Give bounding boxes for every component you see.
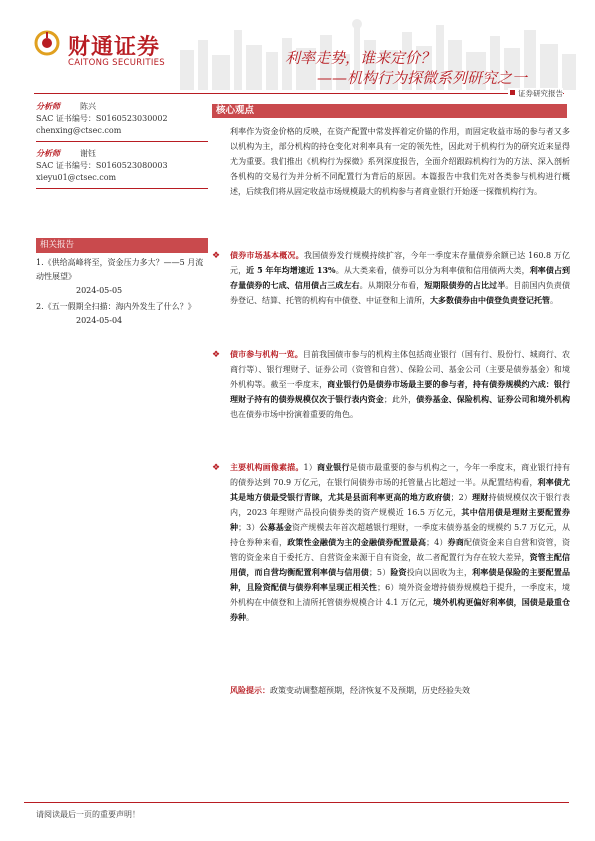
- text: ；2）: [450, 493, 473, 502]
- text: ；此外，: [383, 395, 417, 404]
- related-report-item[interactable]: [36, 256, 210, 298]
- analyst-name: 谢钰: [80, 149, 96, 158]
- text: 。: [550, 296, 558, 305]
- related-report-item[interactable]: [36, 300, 210, 328]
- header-divider: [34, 93, 564, 94]
- section-participants: [212, 347, 571, 422]
- cert-number: S0160523080003: [95, 161, 168, 170]
- emphasis: 大多数债券由中债登负责登记托管: [430, 295, 550, 305]
- report-type-tag: [508, 88, 563, 99]
- report-title-line1: 利率走势，谁来定价？: [285, 49, 436, 67]
- analyst-label: 分析师: [36, 101, 60, 111]
- analyst-card: [36, 100, 206, 137]
- related-report-text: 1.《供给高峰将至，资金压力多大？——5 月流动性展望》: [36, 258, 204, 281]
- emphasis: 理财: [472, 492, 489, 502]
- section-heading: 债市参与机构一览。: [230, 349, 303, 359]
- related-reports-list: [36, 256, 210, 330]
- diamond-bullet-icon: ❖: [212, 350, 221, 360]
- text: 是债市最重要的参与机构之一，今年一季度末，商业银行持有的债券达到 70.9 万亿元，在银行间债券市场的托管量占比超过一半。从配置结构看，: [230, 463, 571, 487]
- cert-number: S0160523030002: [95, 114, 168, 123]
- analyst-divider: [36, 141, 208, 142]
- emphasis: 券商: [447, 537, 464, 547]
- text: 也在债券市场中扮演着重要的角色。: [230, 410, 358, 419]
- risk-warning: [230, 683, 470, 698]
- section-institution-profiles: [212, 460, 571, 625]
- text: 。从大类来看，债券可以分为利率债和信用债两大类，: [335, 266, 530, 275]
- section-market-overview: [212, 248, 571, 308]
- diamond-bullet-icon: ❖: [212, 251, 221, 261]
- report-type-label: 证券研究报告: [518, 89, 563, 98]
- logo-mark-icon: [34, 30, 60, 56]
- emphasis: 利率债尤其是地方债最受银行青睐，尤其是县面利率更高的地方政府债: [230, 477, 570, 502]
- emphasis: 近 5 年年均增速近 13%: [246, 265, 336, 275]
- text: ；6）境外资金增持债券规模趋于提升，一季度末，境外机构在中债登和上清所托管债券规模合计 4.1 万亿元，: [230, 583, 570, 607]
- emphasis: 境外机构更偏好利率债，国债是最重仓券种: [230, 597, 570, 622]
- risk-heading: 风险提示：: [230, 685, 270, 695]
- report-title-line2: ——机构行为探微系列研究之一: [317, 69, 528, 87]
- related-report-date: 2024-05-04: [76, 316, 123, 325]
- footer-divider: [24, 802, 569, 803]
- text: ；3）: [238, 523, 260, 532]
- intro-paragraph: 利率作为资金价格的反映，在资产配置中常发挥着定价锚的作用，而固定收益市场的参与者又多以机构为主，部分机构的持仓变化对利率具有一定的领先性，因此对于机构行为的研究近来显得尤为重要。我们推出《机构行为探微》系列深度报告，全面介绍跟踪机构行为的方法、深入剖析各机构的交易行为并分析不同配置行为背后的原因。本篇报告中我们先对各类参与机构进行概述，后续我们将从固定收益市场规模最大的机构参与者商业银行开始逐一探微机构行为。: [230, 127, 570, 196]
- company-logo: [24, 26, 184, 76]
- emphasis: 公募基金: [259, 522, 293, 532]
- emphasis: 利率债是保险的主要配置品种，且险资配债与债券利率呈现正相关性: [230, 567, 571, 592]
- cert-label: SAC 证书编号：: [36, 161, 96, 170]
- text: 。: [246, 613, 254, 622]
- emphasis: 短期限债券的占比过半: [424, 280, 506, 290]
- text: 。目前国内负责债券登记、结算、托管的机构有中债登、中证登和上清所，: [230, 281, 571, 305]
- text: 目前我国债市参与的机构主体包括商业银行（国有行、股份行、城商行、农商行等）、银行理财子、证券公司（资管和自营）、保险公司、基金公司（主要是债券基金）和境外机构等。截至一季度末，: [230, 350, 571, 389]
- text: 持债规模仅次于银行表内，2023 年理财产品投向债券类的资产规模近 16.5 万亿元，: [230, 493, 571, 517]
- emphasis: 资管主配信用债，而自营均衡配置利率债与信用债: [230, 552, 570, 577]
- emphasis: 险资: [390, 567, 407, 577]
- emphasis: 债券基金、保险机构、证券公司和境外机构: [416, 394, 571, 404]
- logo-en: CAITONG SECURITIES: [68, 58, 165, 68]
- emphasis: 政策性金融债为主的金融债券配置最高: [287, 537, 427, 547]
- analyst-name: 陈兴: [80, 102, 96, 111]
- section-heading: 债券市场基本概况。: [230, 250, 304, 260]
- related-reports-title: 相关报告: [36, 238, 208, 253]
- core-views-title: 核心观点: [212, 104, 567, 118]
- analyst-email[interactable]: xieyu01@ctsec.com: [36, 173, 117, 182]
- analyst-card: [36, 147, 206, 184]
- text: 资产规模去年首次超越银行理财，一季度末债券基金的规模约 5.7 万亿元，从持仓券种来看，: [230, 523, 571, 547]
- related-report-text: 2.《五一假期全扫描：海内外发生了什么？》: [36, 302, 196, 311]
- analyst-divider: [36, 188, 208, 189]
- section-heading: 主要机构画像素描。: [230, 462, 304, 472]
- text: ；4）: [426, 538, 448, 547]
- text: 1）: [303, 463, 317, 472]
- emphasis: 商业银行: [316, 462, 350, 472]
- analyst-email[interactable]: chenxing@ctsec.com: [36, 126, 122, 135]
- emphasis: 商业银行仍是债券市场最主要的参与者，持有债券规模约六成：银行理财子持有的债券规模仅次于银行表内资金: [230, 379, 570, 404]
- text: 。从期限分布看，: [359, 281, 425, 290]
- text: 配债资金来自自营和资管，资管的资金来自于委托方、自营资金来源于自有资金，故二者配置行为存在较大差异，: [230, 538, 571, 562]
- footer-disclaimer: 请阅读最后一页的重要声明！: [36, 810, 140, 819]
- risk-text: 政策变动调整超预期，经济恢复不及预期，历史经验失效: [270, 686, 470, 695]
- square-bullet-icon: [510, 90, 515, 95]
- emphasis: 利率债占到存量债券的七成、信用债占三成左右: [230, 265, 571, 290]
- text: 我国债券发行规模持续扩容，今年一季度末存量债券余额已达 160.8 万亿元，: [230, 251, 570, 275]
- cert-label: SAC 证书编号：: [36, 114, 96, 123]
- text: 投向以固收为主，: [406, 568, 473, 577]
- diamond-bullet-icon: ❖: [212, 463, 221, 473]
- analyst-label: 分析师: [36, 148, 60, 158]
- logo-cn: 财通证券: [68, 35, 161, 60]
- emphasis: 其中信用债是理财主要配置券种: [230, 507, 570, 532]
- text: ；5）: [368, 568, 391, 577]
- related-report-date: 2024-05-05: [76, 286, 123, 295]
